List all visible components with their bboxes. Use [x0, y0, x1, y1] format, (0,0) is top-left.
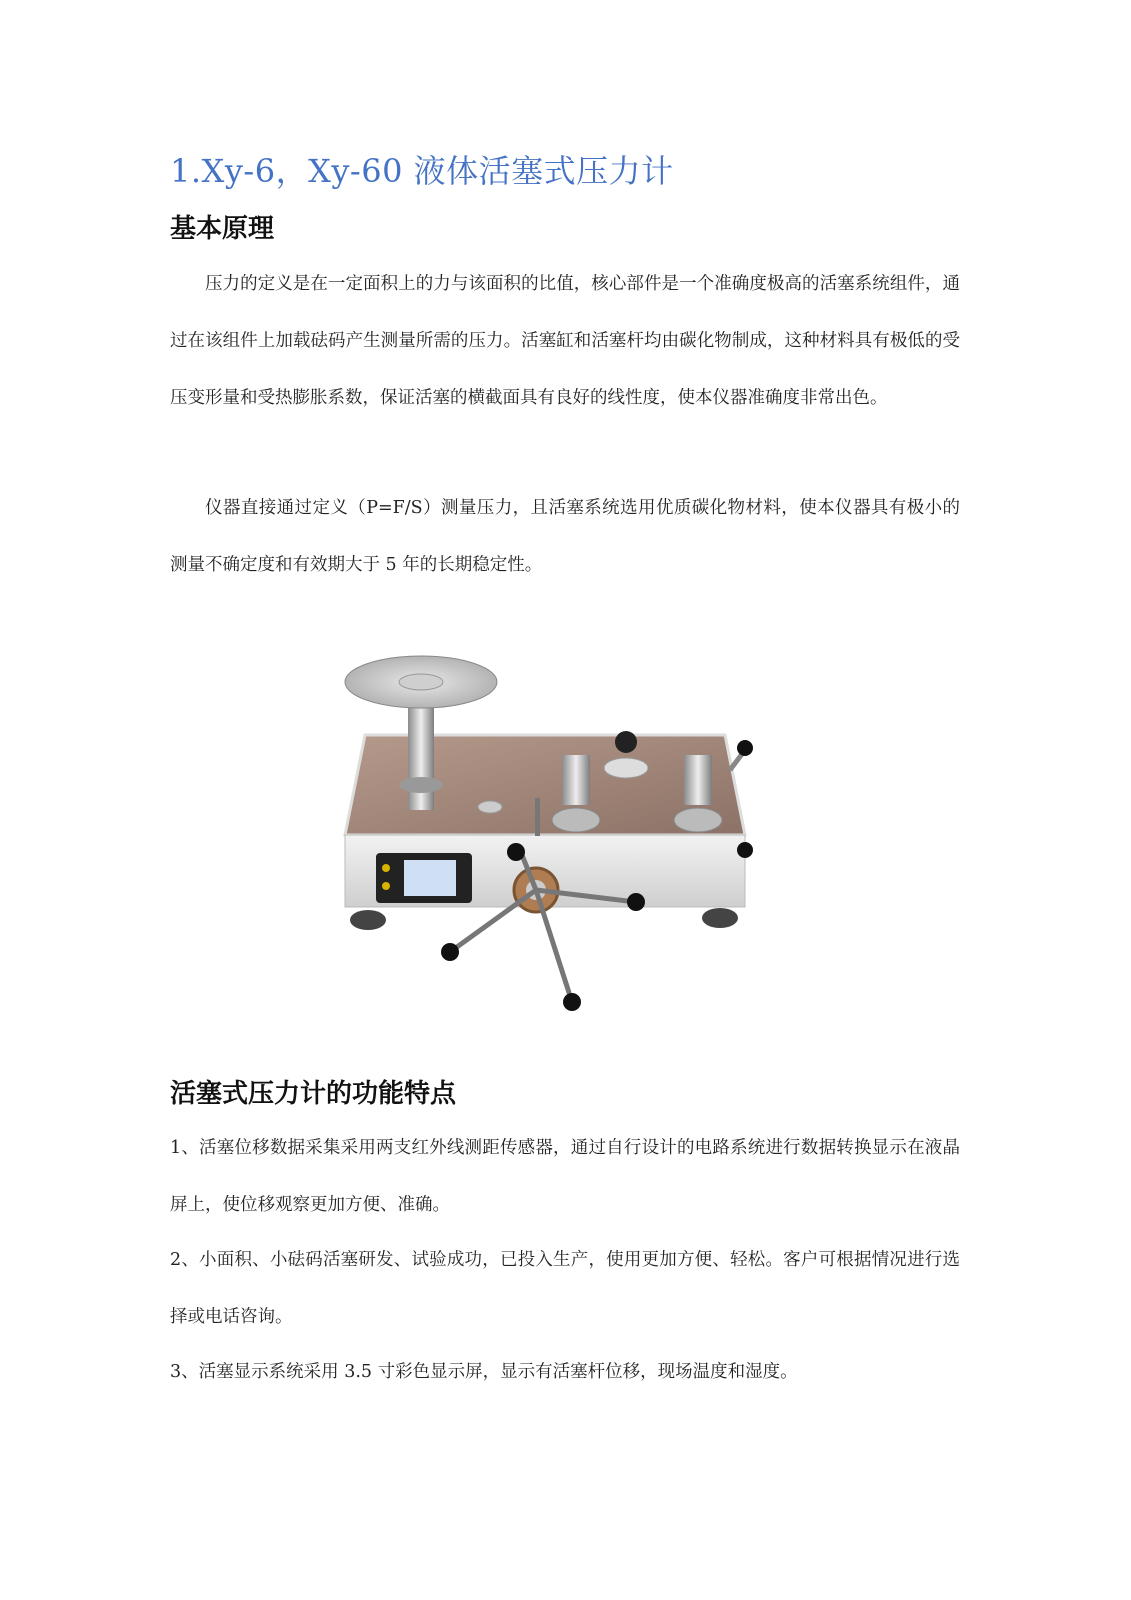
- document-title: 1.Xy-6，Xy-60 液体活塞式压力计: [170, 152, 674, 190]
- feature-item-2: 2、小面积、小砝码活塞研发、试验成功，已投入生产，使用更加方便、轻松。客户可根据情况进行选择或电话咨询。: [170, 1250, 960, 1327]
- feature-item-1: 1、活塞位移数据采集采用两支红外线测距传感器，通过自行设计的电路系统进行数据转换显示在液晶屏上，使位移观察更加方便、准确。: [170, 1138, 960, 1215]
- section-heading-features: 活塞式压力计的功能特点: [170, 1079, 457, 1109]
- paragraph-principle-2: 仪器直接通过定义（P=F/S）测量压力，且活塞系统选用优质碳化物材料，使本仪器具有极小的测量不确定度和有效期大于 5 年的长期稳定性。: [170, 498, 960, 575]
- section-heading-principle: 基本原理: [170, 214, 275, 244]
- piston-pressure-gauge-image: [340, 640, 780, 1020]
- paragraph-principle-1: 压力的定义是在一定面积上的力与该面积的比值，核心部件是一个准确度极高的活塞系统组件，通过在该组件上加载砝码产生测量所需的压力。活塞缸和活塞杆均由碳化物制成，这种材料具有极低的受压变形量和受热膨胀系数，保证活塞的横截面具有良好的线性度，使本仪器准确度非常出色。: [170, 274, 960, 408]
- feature-item-3: 3、活塞显示系统采用 3.5 寸彩色显示屏，显示有活塞杆位移，现场温度和湿度。: [170, 1362, 798, 1382]
